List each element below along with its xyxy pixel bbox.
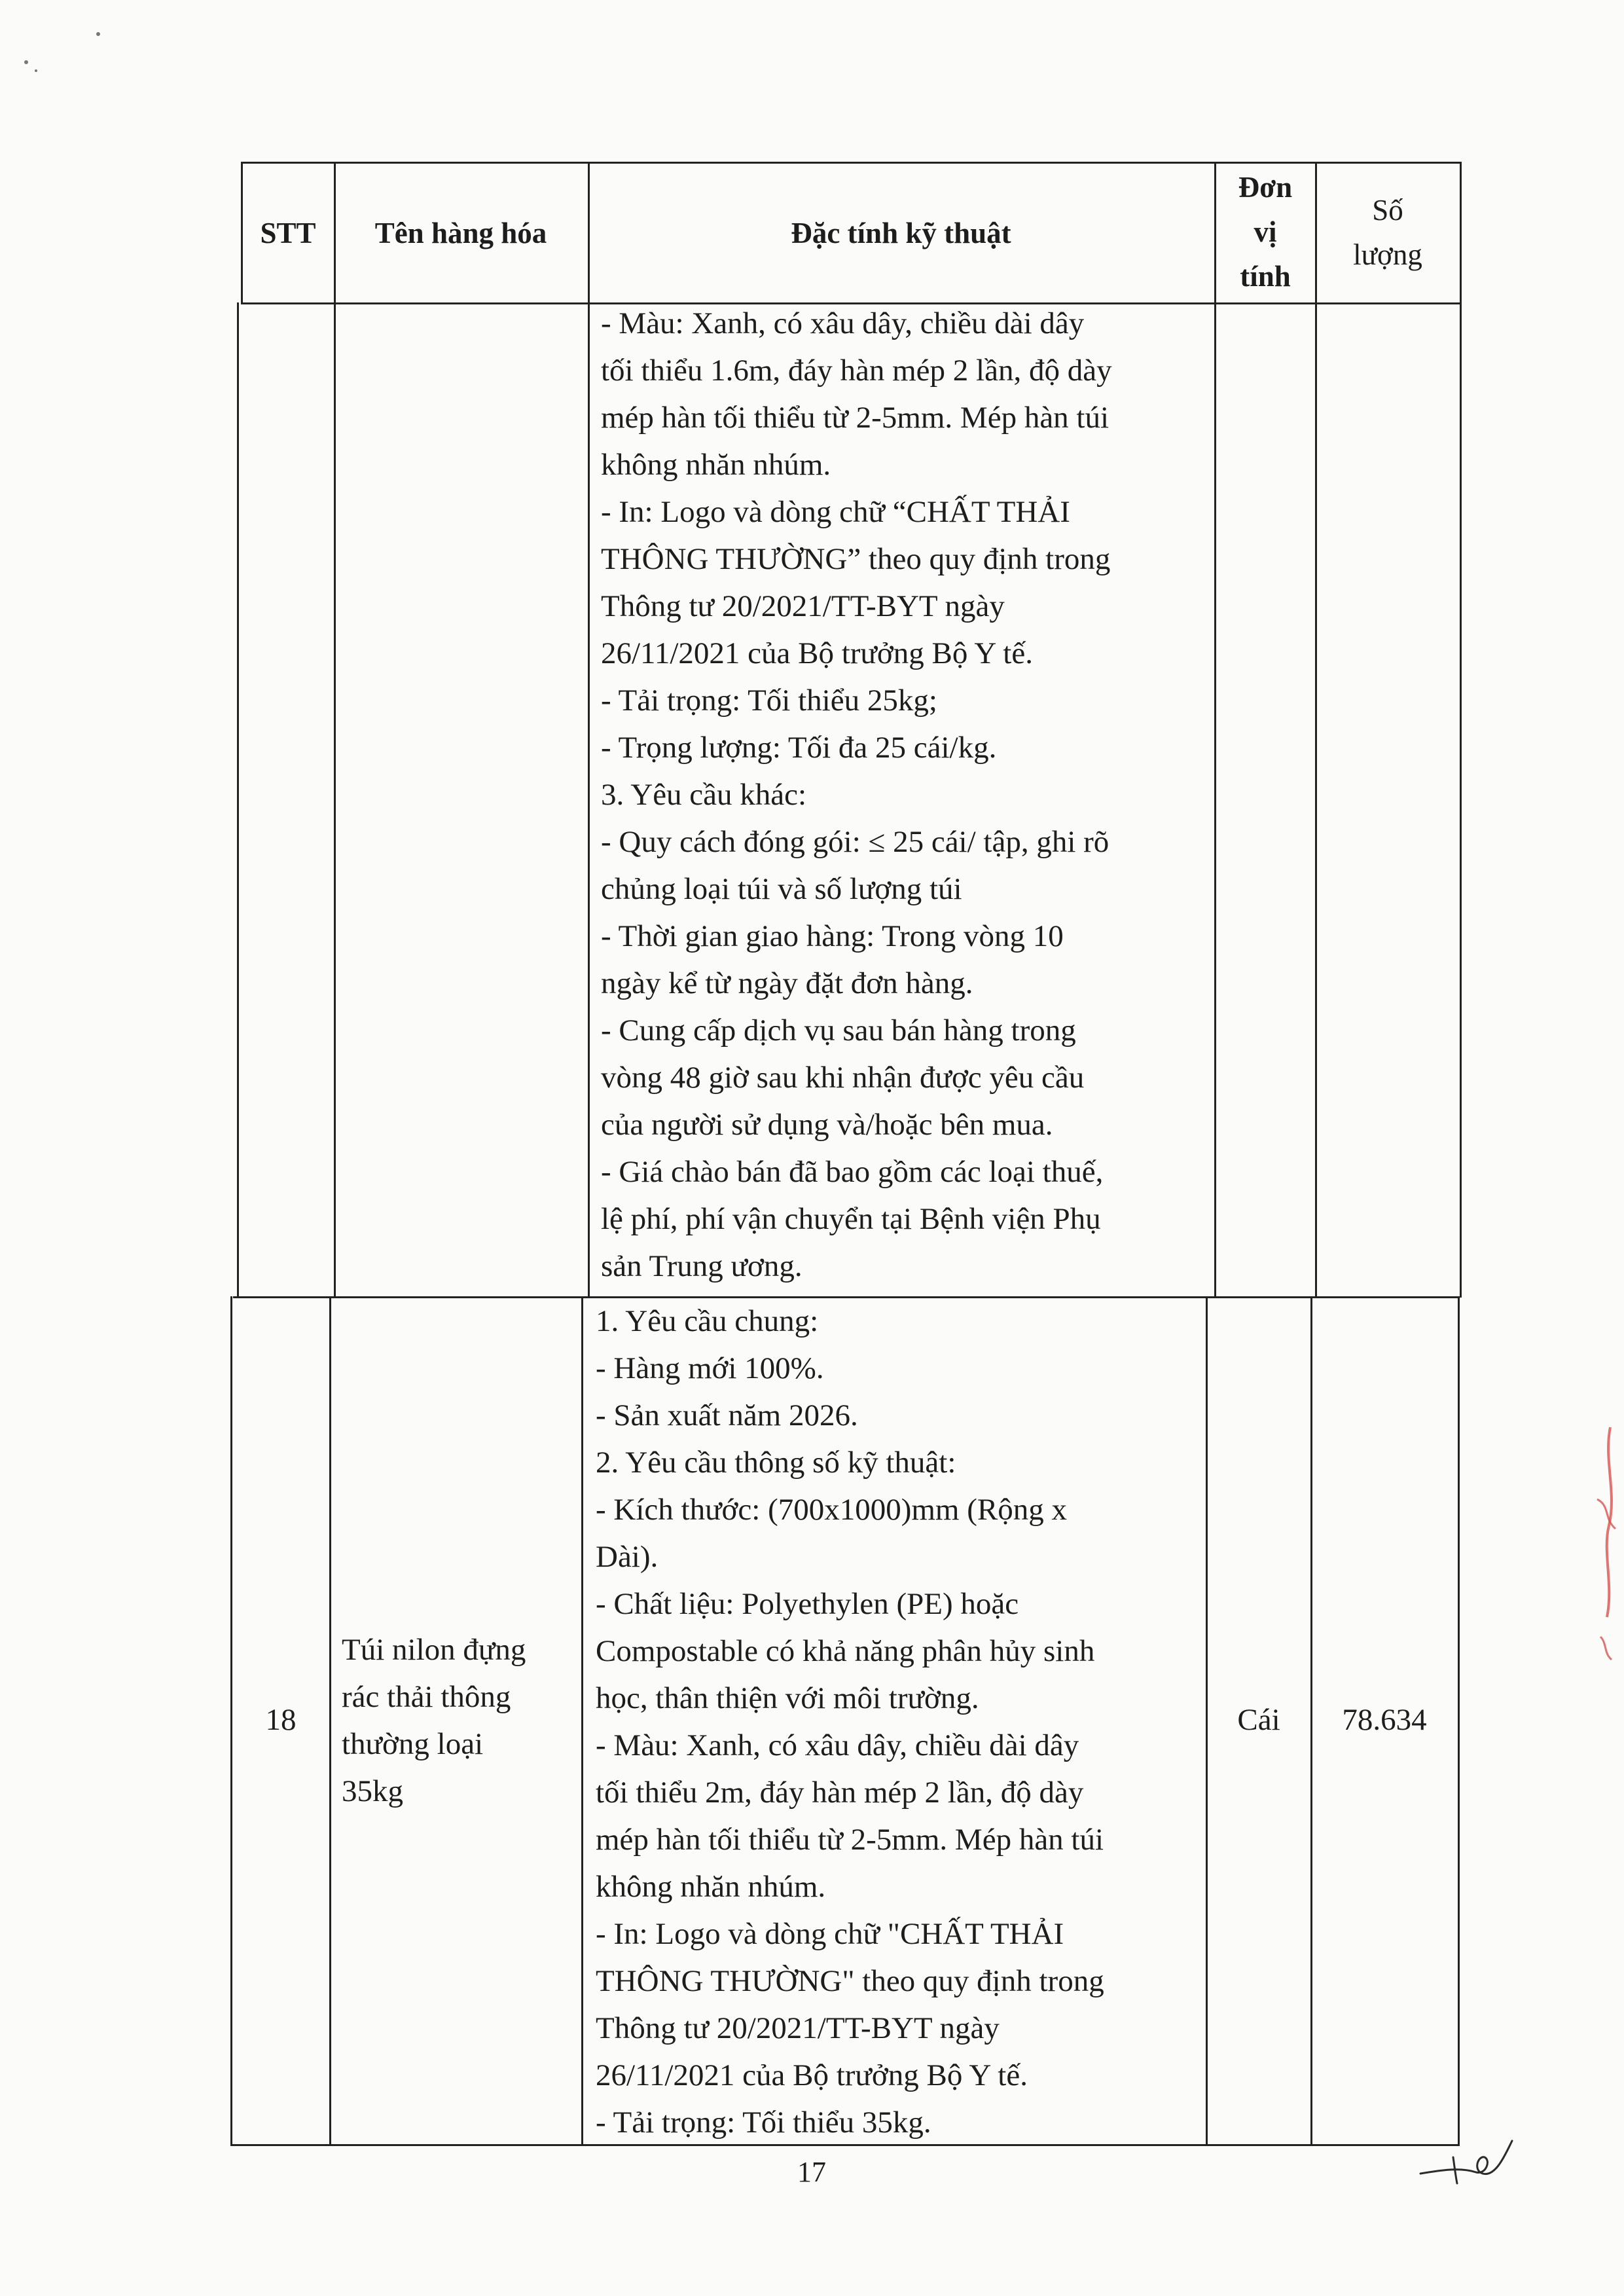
spec-line: - Sản xuất năm 2026. [596,1398,858,1432]
scan-specks [20,26,124,92]
header-product-name: Tên hàng hóa [374,217,547,249]
product-name-line: Túi nilon đựng [342,1633,526,1667]
table-left-border [241,162,243,302]
product-name-line: thường loại [342,1727,484,1761]
row-18-product-name [342,1626,577,1815]
row-18-spec [596,1298,1204,2146]
header-unit-line: Đơn [1238,171,1293,204]
spec-line: - Tải trọng: Tối thiểu 35kg. [596,2105,931,2140]
spec-line: mép hàn tối thiểu từ 2-5mm. Mép hàn túi [596,1823,1104,1857]
spec-line: của người sử dụng và/hoặc bên mua. [601,1108,1053,1142]
col-divider-name [581,1296,583,2146]
spec-line: - In: Logo và dòng chữ “CHẤT THẢI [601,495,1070,529]
product-name-line: 35kg [342,1774,403,1808]
spec-line: tối thiểu 2m, đáy hàn mép 2 lần, độ dày [596,1776,1084,1810]
col-divider-stt [329,1296,331,2146]
spec-line: - Màu: Xanh, có xâu dây, chiều dài dây [601,306,1085,340]
row-18-stt: 18 [265,1703,297,1737]
continued-row-spec [601,300,1210,1290]
spec-line: - Chất liệu: Polyethylen (PE) hoặc [596,1587,1019,1621]
col-divider-name [588,162,590,1298]
table-right-border [1460,162,1462,1298]
spec-line: - Trọng lượng: Tối đa 25 cái/kg. [601,731,997,765]
spec-line: - Tải trọng: Tối thiểu 25kg; [601,683,937,718]
header-unit [1216,165,1314,299]
row-18-quantity: 78.634 [1342,1703,1427,1737]
table-top-border [242,162,1461,164]
spec-line: 2. Yêu cầu thông số kỹ thuật: [596,1446,956,1480]
header-unit-line: vị [1254,215,1277,248]
spec-line: không nhăn nhúm. [601,448,831,482]
spec-line: chủng loại túi và số lượng túi [601,872,962,906]
table-left-border [237,302,239,1298]
spec-line: 1. Yêu cầu chung: [596,1304,819,1338]
spec-line: sản Trung ương. [601,1249,803,1283]
page-number: 17 [797,2156,826,2188]
product-name-line: rác thải thông [342,1680,511,1714]
spec-line: 26/11/2021 của Bộ trưởng Bộ Y tế. [596,2058,1028,2092]
spec-line: 26/11/2021 của Bộ trưởng Bộ Y tế. [601,636,1033,670]
table-right-border [1458,1296,1460,2146]
table-left-border [230,1296,232,2146]
spec-line: - Quy cách đóng gói: ≤ 25 cái/ tập, ghi rõ [601,825,1110,859]
spec-line: ngày kể từ ngày đặt đơn hàng. [601,966,973,1000]
col-divider-stt [334,162,336,1298]
spec-line: vòng 48 giờ sau khi nhận được yêu cầu [601,1061,1085,1095]
header-quantity-line: Số [1372,194,1403,227]
col-divider-spec [1214,162,1216,1298]
spec-line: mép hàn tối thiểu từ 2-5mm. Mép hàn túi [601,401,1110,435]
header-unit-line: tính [1240,260,1291,293]
spec-line: - Cung cấp dịch vụ sau bán hàng trong [601,1013,1076,1048]
spec-line: THÔNG THƯỜNG" theo quy định trong [596,1964,1104,1998]
spec-line: lệ phí, phí vận chuyển tại Bệnh viện Phụ [601,1202,1101,1236]
spec-line: - Hàng mới 100%. [596,1351,824,1385]
spec-line: 3. Yêu cầu khác: [601,778,807,812]
header-stt: STT [260,217,316,249]
spec-line: không nhăn nhúm. [596,1870,826,1904]
spec-line: Thông tư 20/2021/TT-BYT ngày [596,2011,1000,2045]
spec-line: THÔNG THƯỜNG” theo quy định trong [601,542,1111,576]
header-technical-spec: Đặc tính kỹ thuật [791,217,1011,249]
spec-line: - Kích thước: (700x1000)mm (Rộng x [596,1493,1067,1527]
handwritten-initials [1414,2121,1519,2193]
spec-line: học, thân thiện với môi trường. [596,1681,979,1715]
spec-line: - Màu: Xanh, có xâu dây, chiều dài dây [596,1728,1079,1762]
spec-line: - Thời gian giao hàng: Trong vòng 10 [601,919,1064,953]
header-quantity-line: lượng [1353,238,1422,271]
spec-line: - Giá chào bán đã bao gồm các loại thuế, [601,1155,1104,1189]
spec-line: Dài). [596,1540,659,1574]
stamp-edge-mark [1584,1421,1624,1669]
spec-line: - In: Logo và dòng chữ "CHẤT THẢI [596,1917,1064,1951]
col-divider-unit [1315,162,1317,1298]
spec-line: Thông tư 20/2021/TT-BYT ngày [601,589,1005,623]
header-quantity [1317,188,1458,277]
spec-line: tối thiểu 1.6m, đáy hàn mép 2 lần, độ dày [601,354,1112,388]
spec-line: Compostable có khả năng phân hủy sinh [596,1634,1095,1668]
row-18-unit: Cái [1237,1703,1280,1737]
